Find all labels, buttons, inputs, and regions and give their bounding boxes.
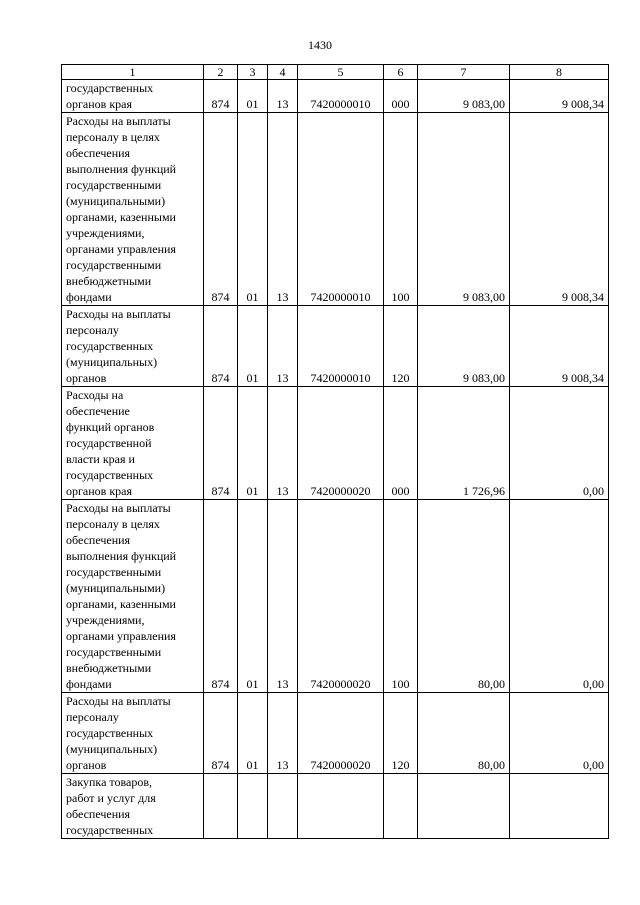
executed-amount: 0,00	[510, 387, 609, 500]
description-line: государственных	[66, 726, 154, 740]
executed-amount: 0,00	[510, 500, 609, 693]
subsection-code: 13	[268, 80, 298, 113]
description-line: Расходы на выплаты	[66, 114, 171, 128]
row-description	[62, 500, 204, 693]
expense-type-code: 100	[384, 113, 418, 306]
expense-type-code: 100	[384, 500, 418, 693]
description-line: работ и услуг для	[66, 791, 156, 805]
target-article-code: 7420000020	[298, 500, 384, 693]
target-article-code	[298, 774, 384, 839]
description-line: внебюджетными	[66, 274, 152, 288]
description-line: государственными	[66, 258, 162, 272]
expense-type-code: 000	[384, 80, 418, 113]
header-col-6: 6	[384, 65, 418, 80]
expense-type-code: 120	[384, 693, 418, 774]
executed-amount: 9 008,34	[510, 306, 609, 387]
description-line: органов	[66, 758, 107, 772]
table-row	[62, 500, 609, 693]
subsection-code: 13	[268, 387, 298, 500]
table-row	[62, 387, 609, 500]
row-description	[62, 387, 204, 500]
description-line: органами управления	[66, 629, 176, 643]
description-line: (муниципальными)	[66, 581, 166, 595]
description-line: органов края	[66, 484, 133, 498]
target-article-code: 7420000010	[298, 80, 384, 113]
header-col-7: 7	[418, 65, 510, 80]
description-line: обеспечения	[66, 533, 131, 547]
description-line: органами управления	[66, 242, 176, 256]
header-col-8: 8	[510, 65, 609, 80]
description-line: обеспечение	[66, 404, 130, 418]
description-line: фондами	[66, 677, 112, 691]
ministry-code: 874	[204, 500, 238, 693]
description-line: государственными	[66, 178, 162, 192]
section-code: 01	[238, 306, 268, 387]
budget-table	[61, 64, 609, 839]
table-row	[62, 693, 609, 774]
subsection-code: 13	[268, 306, 298, 387]
description-line: персоналу	[66, 323, 119, 337]
description-line: выполнения функций	[66, 549, 177, 563]
ministry-code	[204, 774, 238, 839]
section-code: 01	[238, 80, 268, 113]
planned-amount: 80,00	[418, 693, 510, 774]
row-description	[62, 80, 204, 113]
description-line: органов	[66, 371, 107, 385]
section-code: 01	[238, 387, 268, 500]
description-line: фондами	[66, 290, 112, 304]
subsection-code: 13	[268, 113, 298, 306]
description-line: власти края и	[66, 452, 135, 466]
description-line: государственными	[66, 565, 162, 579]
planned-amount: 80,00	[418, 500, 510, 693]
executed-amount: 0,00	[510, 693, 609, 774]
description-line: органами, казенными	[66, 597, 176, 611]
description-line: Расходы на выплаты	[66, 501, 171, 515]
header-col-1: 1	[62, 65, 204, 80]
row-description	[62, 306, 204, 387]
row-description	[62, 113, 204, 306]
description-line: внебюджетными	[66, 661, 152, 675]
description-line: учреждениями,	[66, 613, 145, 627]
table-row	[62, 306, 609, 387]
description-line: (муниципальными)	[66, 194, 166, 208]
page-number: 1430	[308, 38, 332, 52]
description-line: государственными	[66, 645, 162, 659]
table-row	[62, 80, 609, 113]
description-line: Расходы на выплаты	[66, 307, 171, 321]
description-line: Расходы на	[66, 388, 124, 402]
target-article-code: 7420000010	[298, 306, 384, 387]
description-line: функций органов	[66, 420, 155, 434]
target-article-code: 7420000020	[298, 387, 384, 500]
description-line: персоналу	[66, 710, 119, 724]
target-article-code: 7420000020	[298, 693, 384, 774]
description-line: государственных	[66, 823, 154, 837]
description-line: Расходы на выплаты	[66, 694, 171, 708]
table-row	[62, 113, 609, 306]
table-body	[62, 80, 609, 839]
row-description	[62, 774, 204, 839]
expense-type-code: 000	[384, 387, 418, 500]
description-line: (муниципальных)	[66, 355, 158, 369]
subsection-code	[268, 774, 298, 839]
description-line: государственных	[66, 468, 154, 482]
subsection-code: 13	[268, 500, 298, 693]
description-line: персоналу в целях	[66, 130, 160, 144]
planned-amount: 1 726,96	[418, 387, 510, 500]
executed-amount: 9 008,34	[510, 113, 609, 306]
header-col-5: 5	[298, 65, 384, 80]
description-line: государственных	[66, 81, 154, 95]
executed-amount: 9 008,34	[510, 80, 609, 113]
planned-amount: 9 083,00	[418, 80, 510, 113]
ministry-code: 874	[204, 693, 238, 774]
description-line: органов края	[66, 97, 133, 111]
ministry-code: 874	[204, 387, 238, 500]
description-line: обеспечения	[66, 807, 131, 821]
expense-type-code: 120	[384, 306, 418, 387]
description-line: учреждениями,	[66, 226, 145, 240]
ministry-code: 874	[204, 80, 238, 113]
table-row	[62, 774, 609, 839]
section-code: 01	[238, 113, 268, 306]
description-line: Закупка товаров,	[66, 775, 152, 789]
description-line: выполнения функций	[66, 162, 177, 176]
description-line: государственной	[66, 436, 152, 450]
executed-amount	[510, 774, 609, 839]
description-line: органами, казенными	[66, 210, 176, 224]
section-code	[238, 774, 268, 839]
header-col-3: 3	[238, 65, 268, 80]
planned-amount	[418, 774, 510, 839]
section-code: 01	[238, 500, 268, 693]
header-col-2: 2	[204, 65, 238, 80]
description-line: (муниципальных)	[66, 742, 158, 756]
header-col-4: 4	[268, 65, 298, 80]
planned-amount: 9 083,00	[418, 113, 510, 306]
expense-type-code	[384, 774, 418, 839]
description-line: обеспечения	[66, 146, 131, 160]
planned-amount: 9 083,00	[418, 306, 510, 387]
row-description	[62, 693, 204, 774]
subsection-code: 13	[268, 693, 298, 774]
target-article-code: 7420000010	[298, 113, 384, 306]
header-row	[62, 65, 609, 80]
description-line: государственных	[66, 339, 154, 353]
ministry-code: 874	[204, 306, 238, 387]
ministry-code: 874	[204, 113, 238, 306]
description-line: персоналу в целях	[66, 517, 160, 531]
section-code: 01	[238, 693, 268, 774]
